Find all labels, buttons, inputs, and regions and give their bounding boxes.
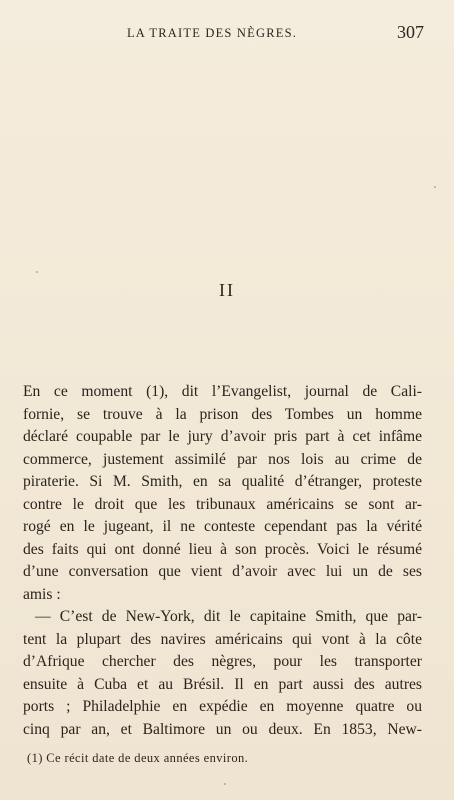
text-line: commerce, justement assimilé par nos lois au crime de	[23, 450, 422, 468]
paper-speck	[224, 783, 226, 785]
footnote: (1) Ce récit date de deux années environ.	[27, 751, 249, 765]
text-line: amis :	[23, 585, 61, 603]
section-heading: II	[219, 280, 235, 300]
text-line: ports ; Philadelphie en expédie en moyenne quatre ou	[23, 698, 422, 715]
text-line: d’une conversation que vient d’avoir avec lui un de ses	[23, 563, 422, 580]
text-line: tent la plupart des navires américains qui vont à la côte	[23, 630, 422, 648]
text-line: ensuite à Cuba et au Brésil. Il en part aussi des autres	[23, 675, 422, 693]
text-line: piraterie. Si M. Smith, en sa qualité d’étranger, proteste	[23, 473, 422, 490]
text-line: fornie, se trouve à la prison des Tombes un homme	[23, 405, 422, 423]
text-line: rogé en le jugeant, il ne conteste cependant pas la vérité	[23, 518, 422, 535]
paper-speck	[434, 186, 436, 188]
text-line: contre le droit que les tribunaux américains se sont ar-	[23, 495, 422, 513]
body-text	[23, 381, 422, 741]
paper-speck	[36, 271, 38, 273]
text-line: d’Afrique chercher des nègres, pour les transporter	[23, 653, 422, 670]
running-title: LA TRAITE DES NÈGRES.	[126, 26, 298, 40]
text-line: déclaré coupable par le jury d’avoir pris part à cet infâme	[23, 428, 422, 445]
text-line: — C’est de New-York, dit le capitaine Smith, que par-	[35, 608, 422, 625]
text-line: des faits qui ont donné lieu à son procès. Voici le résumé	[23, 540, 422, 558]
text-line: En ce moment (1), dit l’Evangelist, journal de Cali-	[23, 383, 422, 400]
text-line: cinq par an, et Baltimore un ou deux. En 1853, New-	[23, 720, 422, 738]
running-head	[0, 22, 454, 44]
page-number: 307	[397, 22, 424, 42]
